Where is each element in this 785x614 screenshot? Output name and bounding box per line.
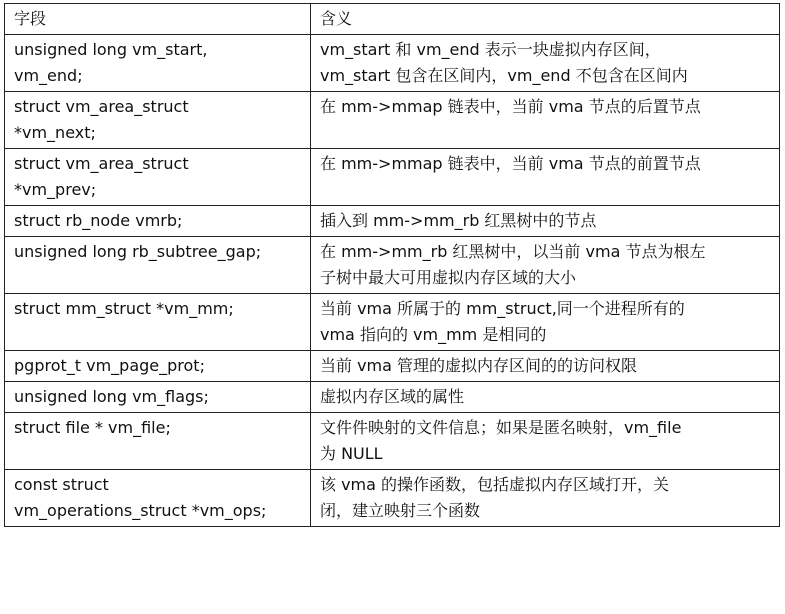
meaning-cell: 虚拟内存区域的属性 (311, 382, 780, 413)
field-cell: unsigned long vm_start, vm_end; (5, 35, 311, 92)
table-row (5, 413, 780, 470)
field-cell: struct mm_struct *vm_mm; (5, 294, 311, 351)
table-row (5, 35, 780, 92)
field-cell: struct rb_node vmrb; (5, 206, 311, 237)
vma-fields-table (4, 3, 780, 527)
field-cell: unsigned long rb_subtree_gap; (5, 237, 311, 294)
field-cell: struct file * vm_file; (5, 413, 311, 470)
meaning-cell: 文件件映射的文件信息；如果是匿名映射，vm_file 为 NULL (311, 413, 780, 470)
field-cell: pgprot_t vm_page_prot; (5, 351, 311, 382)
meaning-cell: 当前 vma 所属于的 mm_struct,同一个进程所有的 vma 指向的 vm_mm 是相同的 (311, 294, 780, 351)
meaning-cell: vm_start 和 vm_end 表示一块虚拟内存区间， vm_start 包含在区间内，vm_end 不包含在区间内 (311, 35, 780, 92)
table-row (5, 237, 780, 294)
table-row (5, 470, 780, 527)
table-header-row (5, 4, 780, 35)
meaning-cell: 当前 vma 管理的虚拟内存区间的的访问权限 (311, 351, 780, 382)
table-row (5, 92, 780, 149)
header-meaning: 含义 (311, 4, 780, 35)
meaning-cell: 插入到 mm->mm_rb 红黑树中的节点 (311, 206, 780, 237)
meaning-cell: 在 mm->mm_rb 红黑树中，以当前 vma 节点为根左 子树中最大可用虚拟内存区域的大小 (311, 237, 780, 294)
table-row (5, 294, 780, 351)
field-cell: unsigned long vm_flags; (5, 382, 311, 413)
field-cell: struct vm_area_struct *vm_next; (5, 92, 311, 149)
field-cell: const struct vm_operations_struct *vm_ops; (5, 470, 311, 527)
meaning-cell: 在 mm->mmap 链表中，当前 vma 节点的前置节点 (311, 149, 780, 206)
table-row (5, 382, 780, 413)
table-row (5, 351, 780, 382)
field-cell: struct vm_area_struct *vm_prev; (5, 149, 311, 206)
meaning-cell: 该 vma 的操作函数，包括虚拟内存区域打开，关 闭，建立映射三个函数 (311, 470, 780, 527)
meaning-cell: 在 mm->mmap 链表中，当前 vma 节点的后置节点 (311, 92, 780, 149)
vma-fields-table-container (4, 3, 780, 527)
table-row (5, 206, 780, 237)
header-field: 字段 (5, 4, 311, 35)
table-row (5, 149, 780, 206)
